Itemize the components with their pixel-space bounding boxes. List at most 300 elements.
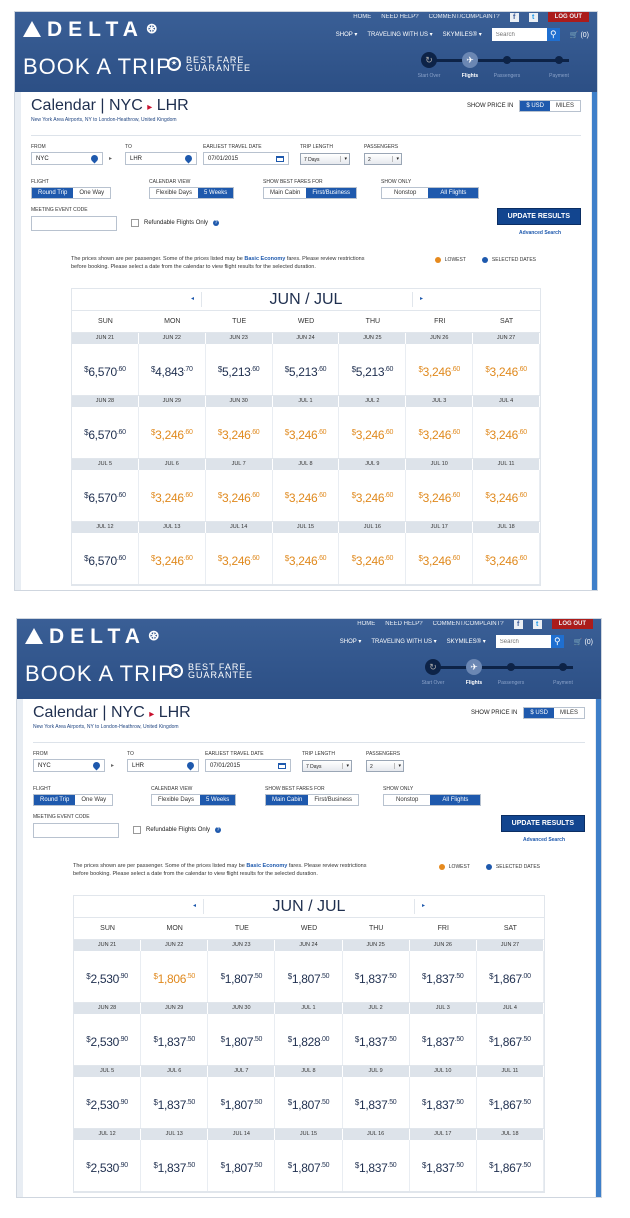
fare-cell[interactable] [72, 470, 139, 521]
fare-cell[interactable] [139, 407, 206, 458]
flight-type-toggle [31, 187, 111, 199]
usd-option[interactable]: $ USD [524, 708, 554, 718]
currency-symbol: $ [220, 1161, 225, 1170]
calendar-legend [439, 864, 540, 870]
date-label: JUL 3 [410, 1003, 477, 1014]
currency-symbol: $ [489, 1161, 494, 1170]
steps-track [433, 666, 573, 669]
fare-dollars: 1,837 [426, 1035, 455, 1049]
fare-dollars: 5,213 [355, 365, 385, 379]
date-row [72, 522, 540, 533]
flexible-days-option[interactable]: Flexible Days [152, 795, 200, 805]
fare-cents: .60 [317, 366, 327, 373]
fare-cents: .50 [387, 1162, 397, 1169]
fare-cell[interactable] [72, 533, 139, 584]
fare-cents: .50 [521, 1036, 531, 1043]
to-label: TO [127, 751, 134, 757]
calendar-weeks [72, 333, 540, 585]
fare-cents: .50 [253, 973, 263, 980]
cart[interactable] [570, 31, 589, 39]
help-icon[interactable]: ? [216, 827, 220, 833]
to-field[interactable] [125, 152, 197, 165]
fare-cents: .90 [118, 1036, 128, 1043]
currency-symbol: $ [418, 365, 423, 374]
fare-cell[interactable] [406, 533, 473, 584]
date-label: JUL 18 [473, 522, 540, 533]
currency-symbol: $ [354, 972, 360, 981]
miles-option[interactable]: MILES [554, 708, 584, 718]
search-input[interactable] [496, 635, 551, 648]
fare-cents: .50 [320, 1099, 330, 1106]
dow-tue: TUE [234, 925, 249, 932]
fare-dollars: 1,867 [493, 1098, 522, 1112]
fare-cell[interactable] [406, 470, 473, 521]
fare-dollars: 6,570 [88, 554, 117, 568]
fare-cell[interactable] [273, 344, 340, 395]
fare-cell[interactable] [410, 1140, 477, 1191]
fare-cell[interactable] [410, 1014, 477, 1065]
delta-logo[interactable] [25, 625, 160, 649]
fare-dollars: 1,807 [224, 1035, 254, 1049]
search-icon[interactable]: ⚲ [551, 635, 564, 648]
passengers-select[interactable] [366, 760, 404, 772]
date-row [74, 940, 544, 951]
date-label: JUL 9 [343, 1066, 410, 1077]
date-label: JUL 10 [410, 1066, 477, 1077]
fare-cell[interactable] [477, 1077, 544, 1128]
basic-economy-link[interactable]: Basic Economy [246, 863, 288, 869]
fare-cell[interactable] [139, 344, 206, 395]
fare-cell[interactable] [74, 951, 141, 1002]
fare-cell[interactable] [273, 533, 340, 584]
currency-symbol: $ [86, 1098, 91, 1107]
fare-dollars: 1,837 [426, 1098, 455, 1112]
from-field[interactable] [33, 759, 105, 772]
advanced-search-link[interactable]: Advanced Search [523, 837, 565, 843]
flight-label: FLIGHT [33, 786, 51, 792]
comment-complaint-link[interactable]: COMMENT/COMPLAINT? [428, 14, 500, 20]
fare-cents: .60 [250, 555, 260, 562]
flights-step-icon: ✈ [462, 52, 478, 68]
price-row [72, 407, 540, 458]
passengers-label: PASSENGERS [364, 144, 399, 150]
to-value: LHR [132, 763, 145, 769]
price-currency-toggle [471, 707, 585, 719]
nonstop-option[interactable]: Nonstop [384, 795, 430, 805]
date-label: JUN 24 [273, 333, 340, 344]
fare-cell[interactable] [473, 533, 540, 584]
nonstop-option[interactable]: Nonstop [382, 188, 428, 198]
fare-cell[interactable] [141, 1140, 208, 1191]
fare-cell[interactable] [206, 470, 273, 521]
fare-dollars: 2,530 [90, 972, 119, 986]
from-label: FROM [33, 751, 48, 757]
refundable-label: Refundable Flights Only [146, 827, 211, 833]
date-label: JUN 21 [74, 940, 141, 951]
guarantee-line2: GUARANTEE [186, 63, 252, 73]
nav-traveling[interactable]: TRAVELING WITH US ▾ [371, 639, 437, 645]
checkbox-box[interactable] [133, 826, 141, 834]
passengers-label: PASSENGERS [366, 751, 401, 757]
arrow-icon: ▸ [111, 763, 115, 769]
fare-cell[interactable] [275, 1140, 342, 1191]
fare-cell[interactable] [406, 407, 473, 458]
selected-dot-icon [482, 257, 488, 263]
to-value: LHR [130, 156, 143, 162]
lowest-label: LOWEST [448, 864, 470, 870]
currency-symbol: $ [151, 554, 156, 563]
fare-cents: .70 [183, 366, 193, 373]
search-icon[interactable]: ⚲ [547, 28, 560, 41]
date-label: JUN 21 [72, 333, 139, 344]
currency-symbol: $ [151, 491, 156, 500]
update-results-button[interactable]: UPDATE RESULTS [497, 208, 581, 225]
date-label: EARLIEST TRAVEL DATE [205, 751, 264, 757]
price-row [72, 533, 540, 584]
all-flights-option[interactable]: All Flights [428, 188, 478, 198]
prev-month-icon[interactable]: ◂ [184, 292, 202, 307]
meeting-code-label: MEETING EVENT CODE [33, 814, 90, 820]
nav-shop[interactable]: SHOP ▾ [339, 639, 362, 645]
trip-length-select[interactable] [300, 153, 350, 165]
meeting-code-input[interactable] [33, 823, 119, 838]
currency-symbol: $ [351, 428, 356, 437]
date-label: JUN 22 [139, 333, 206, 344]
book-a-trip-title: BOOK A TRIP [23, 54, 172, 79]
delta-widget-icon [23, 21, 41, 37]
fare-cell[interactable] [473, 344, 540, 395]
best-fares-toggle [263, 187, 357, 199]
main-content [21, 92, 591, 590]
fare-cents: .60 [183, 429, 193, 436]
delta-widget-icon [25, 628, 43, 644]
fare-dollars: 2,530 [90, 1035, 119, 1049]
currency-symbol: $ [287, 972, 292, 981]
nav-skymiles[interactable]: SKYMILES® ▾ [446, 639, 486, 645]
twitter-icon[interactable]: t [529, 13, 538, 22]
twitter-icon[interactable]: t [533, 620, 542, 629]
date-field[interactable] [205, 759, 291, 772]
route-subtitle: New York Area Airports, NY to London-Heathrow, United Kingdom [31, 117, 177, 123]
fare-dollars: 3,246 [155, 554, 184, 568]
fare-cell[interactable] [141, 1077, 208, 1128]
route-subtitle: New York Area Airports, NY to London-Heathrow, United Kingdom [33, 724, 179, 730]
book-a-trip-title: BOOK A TRIP [25, 661, 174, 686]
day-of-week-row [74, 918, 544, 940]
fare-cell[interactable] [275, 1014, 342, 1065]
lowest-dot-icon [435, 257, 441, 263]
date-label: JUL 10 [406, 459, 473, 470]
date-label: JUL 6 [139, 459, 206, 470]
payment-step-dot [559, 663, 567, 671]
fare-cents: .50 [387, 973, 397, 980]
fare-cell[interactable] [343, 1140, 410, 1191]
basic-economy-link[interactable]: Basic Economy [244, 256, 286, 262]
fare-dollars: 3,246 [222, 428, 251, 442]
currency-symbol: $ [284, 554, 289, 563]
fare-cell[interactable] [74, 1140, 141, 1191]
currency-symbol: $ [351, 365, 356, 374]
calendar-header [74, 896, 544, 918]
fare-cell[interactable] [343, 951, 410, 1002]
fare-cell[interactable] [139, 533, 206, 584]
fare-cell[interactable] [477, 1140, 544, 1191]
fare-cell[interactable] [74, 1077, 141, 1128]
fare-cell[interactable] [72, 344, 139, 395]
calendar-week [72, 396, 540, 459]
to-label: TO [125, 144, 132, 150]
prev-month-icon[interactable]: ◂ [186, 899, 204, 914]
scrollbar[interactable] [596, 699, 601, 1197]
dow-wed: WED [297, 318, 315, 325]
usd-option[interactable]: $ USD [520, 101, 550, 111]
fare-cell[interactable] [72, 407, 139, 458]
calendar-month-title: JUN / JUL [269, 291, 343, 308]
fare-cell[interactable] [208, 1077, 275, 1128]
fare-cell[interactable] [477, 951, 544, 1002]
one-way-option[interactable]: One Way [73, 188, 110, 198]
currency-symbol: $ [153, 972, 158, 981]
fare-cents: .50 [186, 1162, 195, 1169]
fare-cents: .50 [320, 1162, 330, 1169]
fare-cents: .60 [384, 366, 394, 373]
currency-symbol: $ [284, 365, 289, 374]
best-fare-guarantee[interactable] [167, 56, 251, 72]
start-over-icon[interactable]: ↻ [421, 52, 437, 68]
comment-complaint-link[interactable]: COMMENT/COMPLAINT? [432, 621, 504, 627]
fare-cents: .50 [454, 1162, 464, 1169]
to-field[interactable] [127, 759, 199, 772]
fare-dollars: 1,837 [359, 1098, 388, 1112]
first-business-option[interactable]: First/Business [306, 188, 356, 198]
fare-dollars: 5,213 [222, 365, 251, 379]
fare-cell[interactable] [273, 470, 340, 521]
fare-dollars: 3,246 [222, 491, 251, 505]
refundable-checkbox[interactable] [133, 826, 221, 834]
fare-cell[interactable] [139, 470, 206, 521]
date-field[interactable] [203, 152, 289, 165]
date-label: JUL 5 [72, 459, 139, 470]
fare-dollars: 2,530 [90, 1098, 119, 1112]
step-start-over[interactable]: Start Over [421, 680, 445, 686]
step-flights: Flights [465, 680, 483, 686]
passengers-step-dot [507, 663, 515, 671]
first-business-option[interactable]: First/Business [308, 795, 358, 805]
fare-cell[interactable] [343, 1077, 410, 1128]
currency-symbol: $ [489, 1098, 494, 1107]
fare-cell[interactable] [473, 470, 540, 521]
date-row [72, 459, 540, 470]
logout-button[interactable]: LOG OUT [552, 619, 593, 629]
fare-cell[interactable] [343, 1014, 410, 1065]
fare-cell[interactable] [339, 407, 406, 458]
nav-shop-label: SHOP [335, 32, 353, 38]
fare-cents: .50 [521, 1099, 531, 1106]
five-weeks-option[interactable]: 5 Weeks [200, 795, 235, 805]
currency-symbol: $ [153, 1161, 158, 1170]
need-help-link[interactable]: NEED HELP? [381, 14, 419, 20]
fare-dollars: 3,246 [422, 554, 452, 568]
help-icon[interactable]: ? [214, 220, 218, 226]
logout-button[interactable]: LOG OUT [548, 12, 589, 22]
currency-symbol: $ [422, 1161, 427, 1170]
fare-cell[interactable] [275, 1077, 342, 1128]
date-label: JUL 3 [406, 396, 473, 407]
fare-dollars: 1,837 [157, 1035, 187, 1049]
home-link[interactable]: HOME [357, 621, 376, 627]
fare-cents: .50 [253, 1099, 263, 1106]
scrollbar[interactable] [592, 92, 597, 590]
fare-dollars: 5,213 [288, 365, 318, 379]
fare-cell[interactable] [74, 1014, 141, 1065]
date-row [72, 396, 540, 407]
trip-length-select[interactable] [302, 760, 352, 772]
currency-symbol: $ [151, 428, 156, 437]
search-input[interactable] [492, 28, 547, 41]
fare-dollars: 1,837 [426, 972, 455, 986]
advanced-search-link[interactable]: Advanced Search [519, 230, 561, 236]
fare-cell[interactable] [141, 1014, 208, 1065]
cart[interactable] [574, 638, 593, 646]
delta-logo[interactable] [23, 18, 158, 42]
all-flights-option[interactable]: All Flights [430, 795, 480, 805]
passengers-select[interactable] [364, 153, 402, 165]
price-currency-toggle [467, 100, 581, 112]
fare-dollars: 3,246 [155, 428, 184, 442]
date-label: JUL 14 [206, 522, 273, 533]
fare-cell[interactable] [141, 951, 208, 1002]
nav-traveling-label: TRAVELING WITH US [371, 639, 432, 645]
fare-cents: .60 [518, 492, 527, 499]
price-row [72, 470, 540, 521]
fare-dollars: 1,807 [291, 972, 321, 986]
five-weeks-option[interactable]: 5 Weeks [198, 188, 233, 198]
fare-cell[interactable] [473, 407, 540, 458]
step-start-over[interactable]: Start Over [417, 73, 441, 79]
fare-cell[interactable] [273, 407, 340, 458]
currency-symbol: $ [84, 554, 89, 563]
trip-length-value: 7 Days [304, 157, 320, 163]
refundable-label: Refundable Flights Only [144, 220, 209, 226]
fare-cell[interactable] [208, 1014, 275, 1065]
meeting-code-input[interactable] [31, 216, 117, 231]
calendar-view-toggle [151, 794, 236, 806]
step-payment: Payment [553, 680, 573, 686]
screenshot-first-business [14, 11, 598, 591]
currency-symbol: $ [422, 1035, 427, 1044]
fare-cell[interactable] [339, 470, 406, 521]
nav-shop[interactable]: SHOP ▾ [335, 32, 358, 38]
fare-dollars: 3,246 [355, 554, 385, 568]
fare-cell[interactable] [275, 951, 342, 1002]
chevron-down-icon: ▾ [342, 763, 349, 769]
currency-symbol: $ [418, 554, 423, 563]
one-way-option[interactable]: One Way [75, 795, 112, 805]
currency-symbol: $ [418, 428, 423, 437]
facebook-icon[interactable]: f [514, 620, 523, 629]
fare-cell[interactable] [206, 407, 273, 458]
fare-cell[interactable] [206, 533, 273, 584]
nav-skymiles[interactable]: SKYMILES® ▾ [442, 32, 482, 38]
main-cabin-option[interactable]: Main Cabin [266, 795, 308, 805]
date-label: JUL 5 [74, 1066, 141, 1077]
nav-traveling[interactable]: TRAVELING WITH US ▾ [367, 32, 433, 38]
fare-cents: .50 [387, 1036, 397, 1043]
booking-steps [419, 653, 587, 689]
fare-cell[interactable] [339, 344, 406, 395]
fare-cell[interactable] [208, 951, 275, 1002]
date-row [74, 1129, 544, 1140]
price-row [74, 951, 544, 1002]
page-title-origin: Calendar | NYC [33, 704, 145, 721]
best-fare-guarantee[interactable] [169, 663, 253, 679]
fare-cell[interactable] [339, 533, 406, 584]
fare-cell[interactable] [410, 1077, 477, 1128]
cart-count: (0) [584, 638, 593, 646]
refundable-checkbox[interactable] [131, 219, 219, 227]
date-label: JUL 11 [473, 459, 540, 470]
best-fares-label: SHOW BEST FARES FOR [263, 179, 323, 185]
facebook-icon[interactable]: f [510, 13, 519, 22]
from-value: NYC [38, 763, 51, 769]
chevron-down-icon: ▾ [392, 156, 399, 162]
calendar-view-toggle [149, 187, 234, 199]
need-help-link[interactable]: NEED HELP? [385, 621, 423, 627]
fare-cell[interactable] [206, 344, 273, 395]
currency-symbol: $ [217, 428, 223, 437]
step-flights: Flights [461, 73, 479, 79]
fare-cell[interactable] [406, 344, 473, 395]
home-link[interactable]: HOME [353, 14, 372, 20]
dow-sat: SAT [500, 318, 514, 325]
flight-label: FLIGHT [31, 179, 49, 185]
guarantee-line1: BEST FARE [188, 662, 247, 672]
update-results-button[interactable]: UPDATE RESULTS [501, 815, 585, 832]
fare-cents: .00 [320, 1036, 330, 1043]
date-label: JUL 9 [339, 459, 406, 470]
location-pin-icon [90, 154, 100, 164]
dow-mon: MON [164, 318, 181, 325]
next-month-icon[interactable]: ▸ [414, 899, 432, 914]
miles-option[interactable]: MILES [550, 101, 580, 111]
booking-steps [415, 46, 583, 82]
fare-cents: .60 [384, 429, 394, 436]
price-row [74, 1140, 544, 1191]
fare-cell[interactable] [208, 1140, 275, 1191]
calendar-week [72, 333, 540, 396]
round-trip-option[interactable]: Round Trip [32, 188, 73, 198]
site-header [17, 619, 601, 699]
globe-icon: ⊛ [147, 627, 160, 643]
fare-cents: .50 [521, 1162, 531, 1169]
fare-cell[interactable] [410, 951, 477, 1002]
from-field[interactable] [31, 152, 103, 165]
fare-cell[interactable] [477, 1014, 544, 1065]
checkbox-box[interactable] [131, 219, 139, 227]
round-trip-option[interactable]: Round Trip [34, 795, 75, 805]
top-links [353, 12, 589, 22]
fare-dollars: 3,246 [422, 428, 452, 442]
fare-cents: .50 [454, 973, 464, 980]
flexible-days-option[interactable]: Flexible Days [150, 188, 198, 198]
main-cabin-option[interactable]: Main Cabin [264, 188, 306, 198]
price-row [72, 344, 540, 395]
fare-cents: .60 [183, 492, 193, 499]
fare-cents: .50 [320, 973, 330, 980]
start-over-icon[interactable]: ↻ [425, 659, 441, 675]
best-fares-toggle [265, 794, 359, 806]
next-month-icon[interactable]: ▸ [412, 292, 430, 307]
